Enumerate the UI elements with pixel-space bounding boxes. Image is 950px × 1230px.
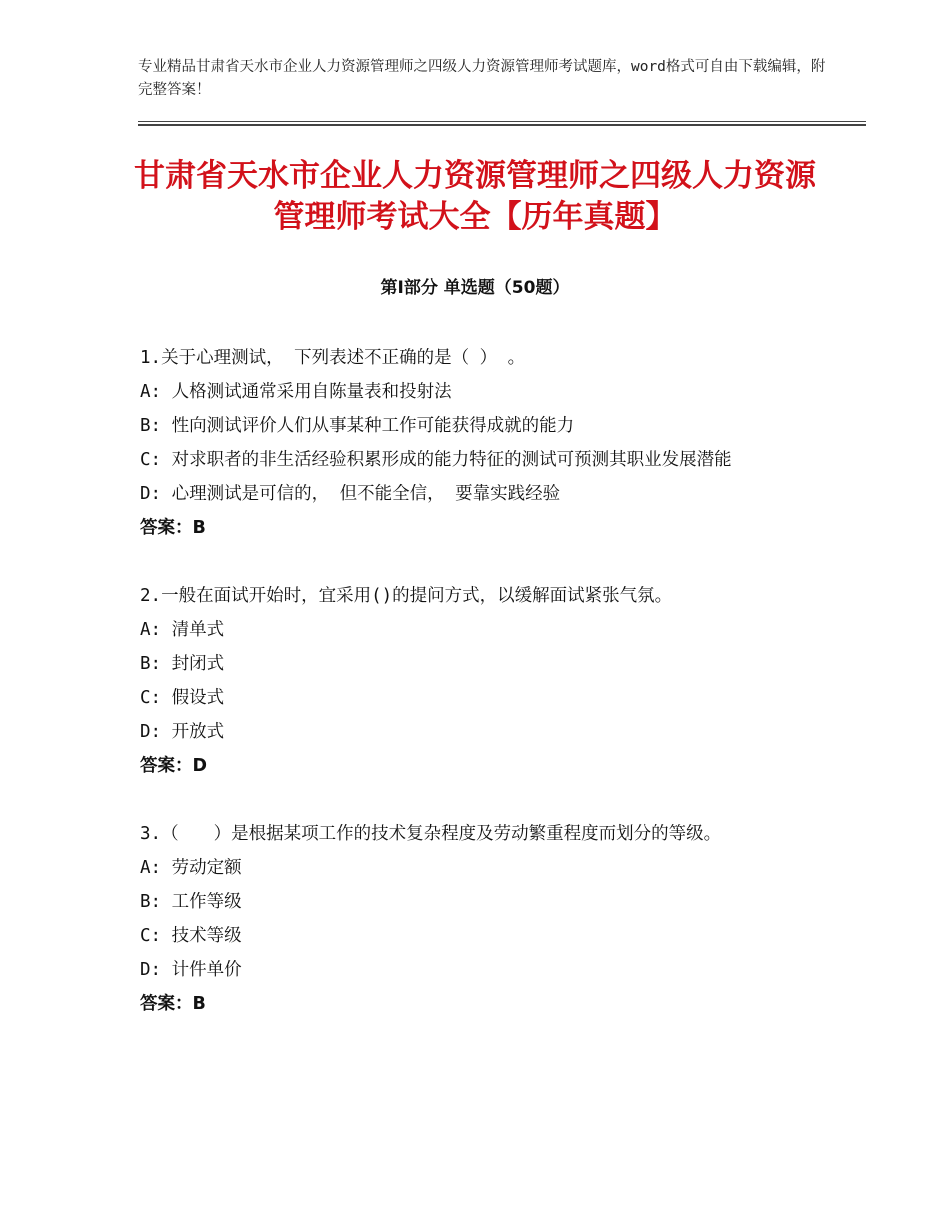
question-list	[140, 341, 820, 1055]
answer: 答案：B	[140, 518, 206, 538]
header-divider-thick	[138, 124, 866, 126]
section-heading: 第Ⅰ部分 单选题（50题）	[380, 278, 570, 298]
document-title: 甘肃省天水市企业人力资源管理师之四级人力资源管理师考试大全【历年真题】	[134, 158, 816, 235]
question-stem: 2.一般在面试开始时，宜采用()的提问方式，以缓解面试紧张气氛。	[140, 586, 673, 606]
answer: 答案：B	[140, 994, 206, 1014]
header-note: 专业精品甘肃省天水市企业人力资源管理师之四级人力资源管理师考试题库，word格式可自由下载编辑，附完整答案！	[138, 59, 826, 98]
option-c: C: 假设式	[140, 688, 225, 708]
option-a: A: 清单式	[140, 620, 225, 640]
option-d: D: 计件单价	[140, 960, 242, 980]
option-a: A: 人格测试通常采用自陈量表和投射法	[140, 382, 452, 402]
question-2	[140, 579, 820, 783]
question-stem: 1.关于心理测试， 下列表述不正确的是（ ） 。	[140, 348, 526, 368]
question-3	[140, 817, 820, 1021]
option-c: C: 对求职者的非生活经验积累形成的能力特征的测试可预测其职业发展潜能	[140, 450, 732, 470]
option-a: A: 劳动定额	[140, 858, 242, 878]
option-d: D: 开放式	[140, 722, 225, 742]
option-b: B: 工作等级	[140, 892, 242, 912]
option-b: B: 性向测试评价人们从事某种工作可能获得成就的能力	[140, 416, 575, 436]
answer: 答案：D	[140, 756, 208, 776]
option-c: C: 技术等级	[140, 926, 242, 946]
option-d: D: 心理测试是可信的， 但不能全信， 要靠实践经验	[140, 484, 561, 504]
question-stem: 3.（ ）是根据某项工作的技术复杂程度及劳动繁重程度而划分的等级。	[140, 824, 722, 844]
header-divider	[138, 121, 866, 122]
question-1	[140, 341, 820, 545]
option-b: B: 封闭式	[140, 654, 225, 674]
